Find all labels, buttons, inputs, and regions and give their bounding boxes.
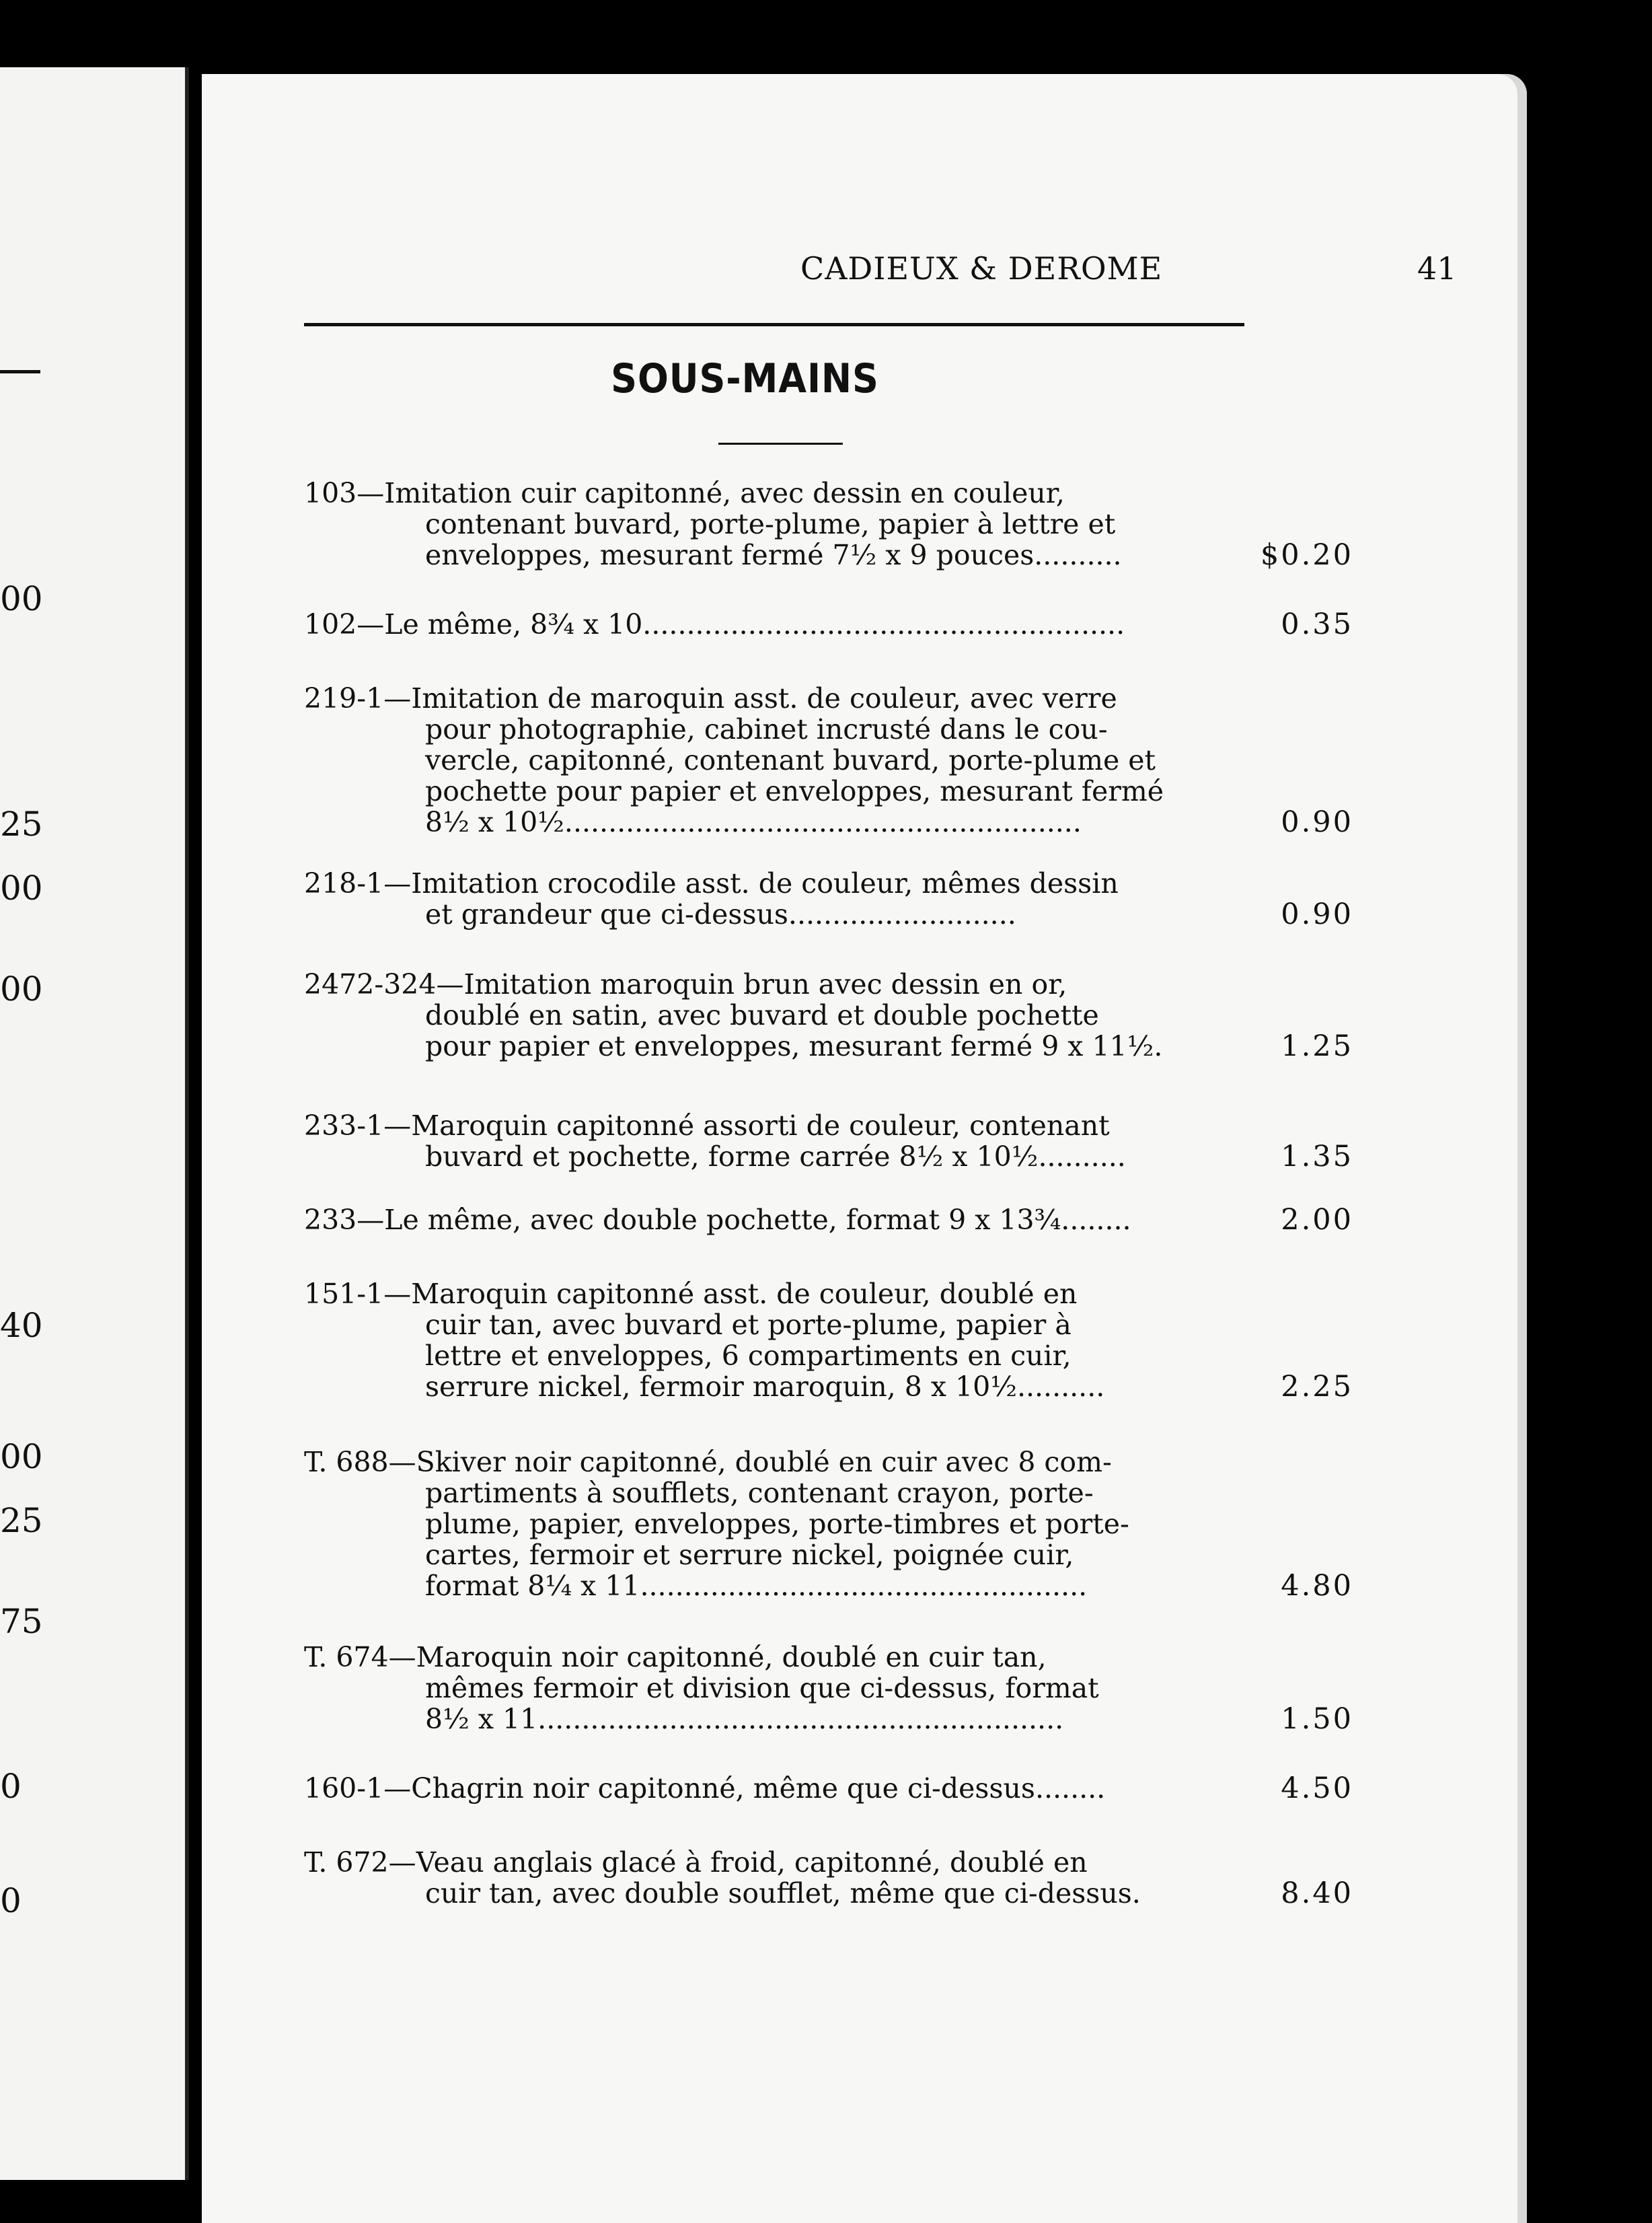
entry-first-line: 233-1—Maroquin capitonné assorti de couleur, contenant bbox=[304, 1110, 1110, 1141]
entry-first-line: 160-1—Chagrin noir capitonné, même que ci-dessus........ bbox=[304, 1773, 1106, 1804]
catalog-entry bbox=[304, 868, 1353, 930]
entry-price: 0.90 bbox=[1281, 898, 1353, 931]
left-page-number: 40 bbox=[0, 1306, 43, 1345]
catalog-entry bbox=[304, 1847, 1353, 1909]
entry-price: 0.35 bbox=[1281, 608, 1353, 641]
running-head: CADIEUX & DEROME bbox=[800, 250, 1163, 287]
entry-first-line: 2472-324—Imitation maroquin brun avec dessin en or, bbox=[304, 969, 1067, 1000]
entry-first-line: 218-1—Imitation crocodile asst. de couleur, mêmes dessin bbox=[304, 868, 1119, 899]
entry-price: 1.35 bbox=[1281, 1140, 1353, 1173]
title-rule bbox=[718, 443, 843, 445]
catalog-entry bbox=[304, 1278, 1353, 1402]
entry-continuation-line: cartes, fermoir et serrure nickel, poignée cuir, bbox=[425, 1539, 1074, 1570]
catalog-entry bbox=[304, 683, 1353, 838]
entry-first-line: 233—Le même, avec double pochette, format 9 x 13¾........ bbox=[304, 1204, 1131, 1235]
left-page-number: 75 bbox=[0, 1602, 43, 1641]
entry-continuation-line: contenant buvard, porte-plume, papier à lettre et bbox=[425, 509, 1116, 540]
entry-price: 0.90 bbox=[1281, 805, 1353, 839]
entry-continuation-line: enveloppes, mesurant fermé 7½ x 9 pouces.......... bbox=[425, 540, 1122, 571]
header-rule bbox=[304, 323, 1244, 326]
catalog-entry bbox=[304, 1110, 1353, 1172]
entry-continuation-line: mêmes fermoir et division que ci-dessus, format bbox=[425, 1673, 1099, 1704]
page-number: 41 bbox=[1417, 250, 1457, 287]
entry-price: 4.50 bbox=[1281, 1772, 1353, 1805]
entry-first-line: 219-1—Imitation de maroquin asst. de couleur, avec verre bbox=[304, 683, 1117, 714]
entry-first-line: T. 672—Veau anglais glacé à froid, capitonné, doublé en bbox=[304, 1847, 1088, 1878]
entry-first-line: T. 674—Maroquin noir capitonné, doublé en cuir tan, bbox=[304, 1642, 1047, 1673]
entry-continuation-line: serrure nickel, fermoir maroquin, 8 x 10½.......... bbox=[425, 1371, 1105, 1402]
entry-continuation-line: et grandeur que ci-dessus.......................... bbox=[425, 899, 1016, 930]
entry-continuation-line: pour photographie, cabinet incrusté dans le cou- bbox=[425, 714, 1108, 745]
left-page-number: 25 bbox=[0, 1501, 43, 1540]
entry-continuation-line: vercle, capitonné, contenant buvard, porte-plume et bbox=[425, 745, 1156, 776]
catalog-entry bbox=[304, 1447, 1353, 1601]
catalog-page bbox=[202, 74, 1527, 2223]
entry-price: 1.50 bbox=[1281, 1702, 1353, 1736]
entry-continuation-line: cuir tan, avec buvard et porte-plume, papier à bbox=[425, 1309, 1072, 1340]
entry-continuation-line: 8½ x 10½........................................................... bbox=[425, 807, 1082, 838]
entry-continuation-line: plume, papier, enveloppes, porte-timbres et porte- bbox=[425, 1508, 1129, 1539]
entry-first-line: 102—Le même, 8¾ x 10....................................................... bbox=[304, 609, 1125, 640]
entry-continuation-line: cuir tan, avec double soufflet, même que ci-dessus. bbox=[425, 1878, 1141, 1909]
left-page-fragment bbox=[0, 67, 189, 2180]
entry-first-line: 103—Imitation cuir capitonné, avec dessin en couleur, bbox=[304, 478, 1065, 509]
catalog-entry bbox=[304, 609, 1353, 640]
left-page-rule bbox=[0, 370, 40, 373]
left-page-number: 0 bbox=[0, 1881, 22, 1920]
entry-price: 1.25 bbox=[1281, 1029, 1353, 1063]
entry-price: 4.80 bbox=[1281, 1569, 1353, 1603]
catalog-entry bbox=[304, 478, 1353, 571]
entry-continuation-line: doublé en satin, avec buvard et double pochette bbox=[425, 1000, 1099, 1031]
entry-continuation-line: pour papier et enveloppes, mesurant fermé 9 x 11½. bbox=[425, 1031, 1163, 1062]
entry-price: 2.25 bbox=[1281, 1370, 1353, 1404]
entry-continuation-line: partiments à soufflets, contenant crayon, porte- bbox=[425, 1478, 1094, 1508]
entry-continuation-line: pochette pour papier et enveloppes, mesurant fermé bbox=[425, 776, 1164, 807]
left-page-number: 0 bbox=[0, 1767, 22, 1806]
entry-first-line: T. 688—Skiver noir capitonné, doublé en cuir avec 8 com- bbox=[304, 1447, 1112, 1478]
left-page-number: 00 bbox=[0, 1437, 43, 1476]
entry-price: 8.40 bbox=[1281, 1876, 1353, 1910]
entry-continuation-line: format 8¼ x 11................................................... bbox=[425, 1570, 1088, 1601]
entry-first-line: 151-1—Maroquin capitonné asst. de couleur, doublé en bbox=[304, 1278, 1078, 1309]
entry-continuation-line: lettre et enveloppes, 6 compartiments en cuir, bbox=[425, 1340, 1072, 1371]
entry-price: $0.20 bbox=[1260, 538, 1353, 572]
catalog-entry bbox=[304, 1642, 1353, 1735]
left-page-number: 25 bbox=[0, 805, 43, 844]
catalog-entry bbox=[304, 1204, 1353, 1235]
entry-price: 2.00 bbox=[1281, 1203, 1353, 1237]
entry-continuation-line: buvard et pochette, forme carrée 8½ x 10½.......... bbox=[425, 1141, 1126, 1172]
left-page-number: 00 bbox=[0, 970, 43, 1009]
entry-continuation-line: 8½ x 11............................................................ bbox=[425, 1704, 1064, 1735]
section-title: SOUS-MAINS bbox=[611, 355, 879, 402]
left-page-number: 00 bbox=[0, 869, 43, 908]
catalog-entry bbox=[304, 1773, 1353, 1804]
left-page-number: 00 bbox=[0, 579, 43, 618]
catalog-entry bbox=[304, 969, 1353, 1062]
